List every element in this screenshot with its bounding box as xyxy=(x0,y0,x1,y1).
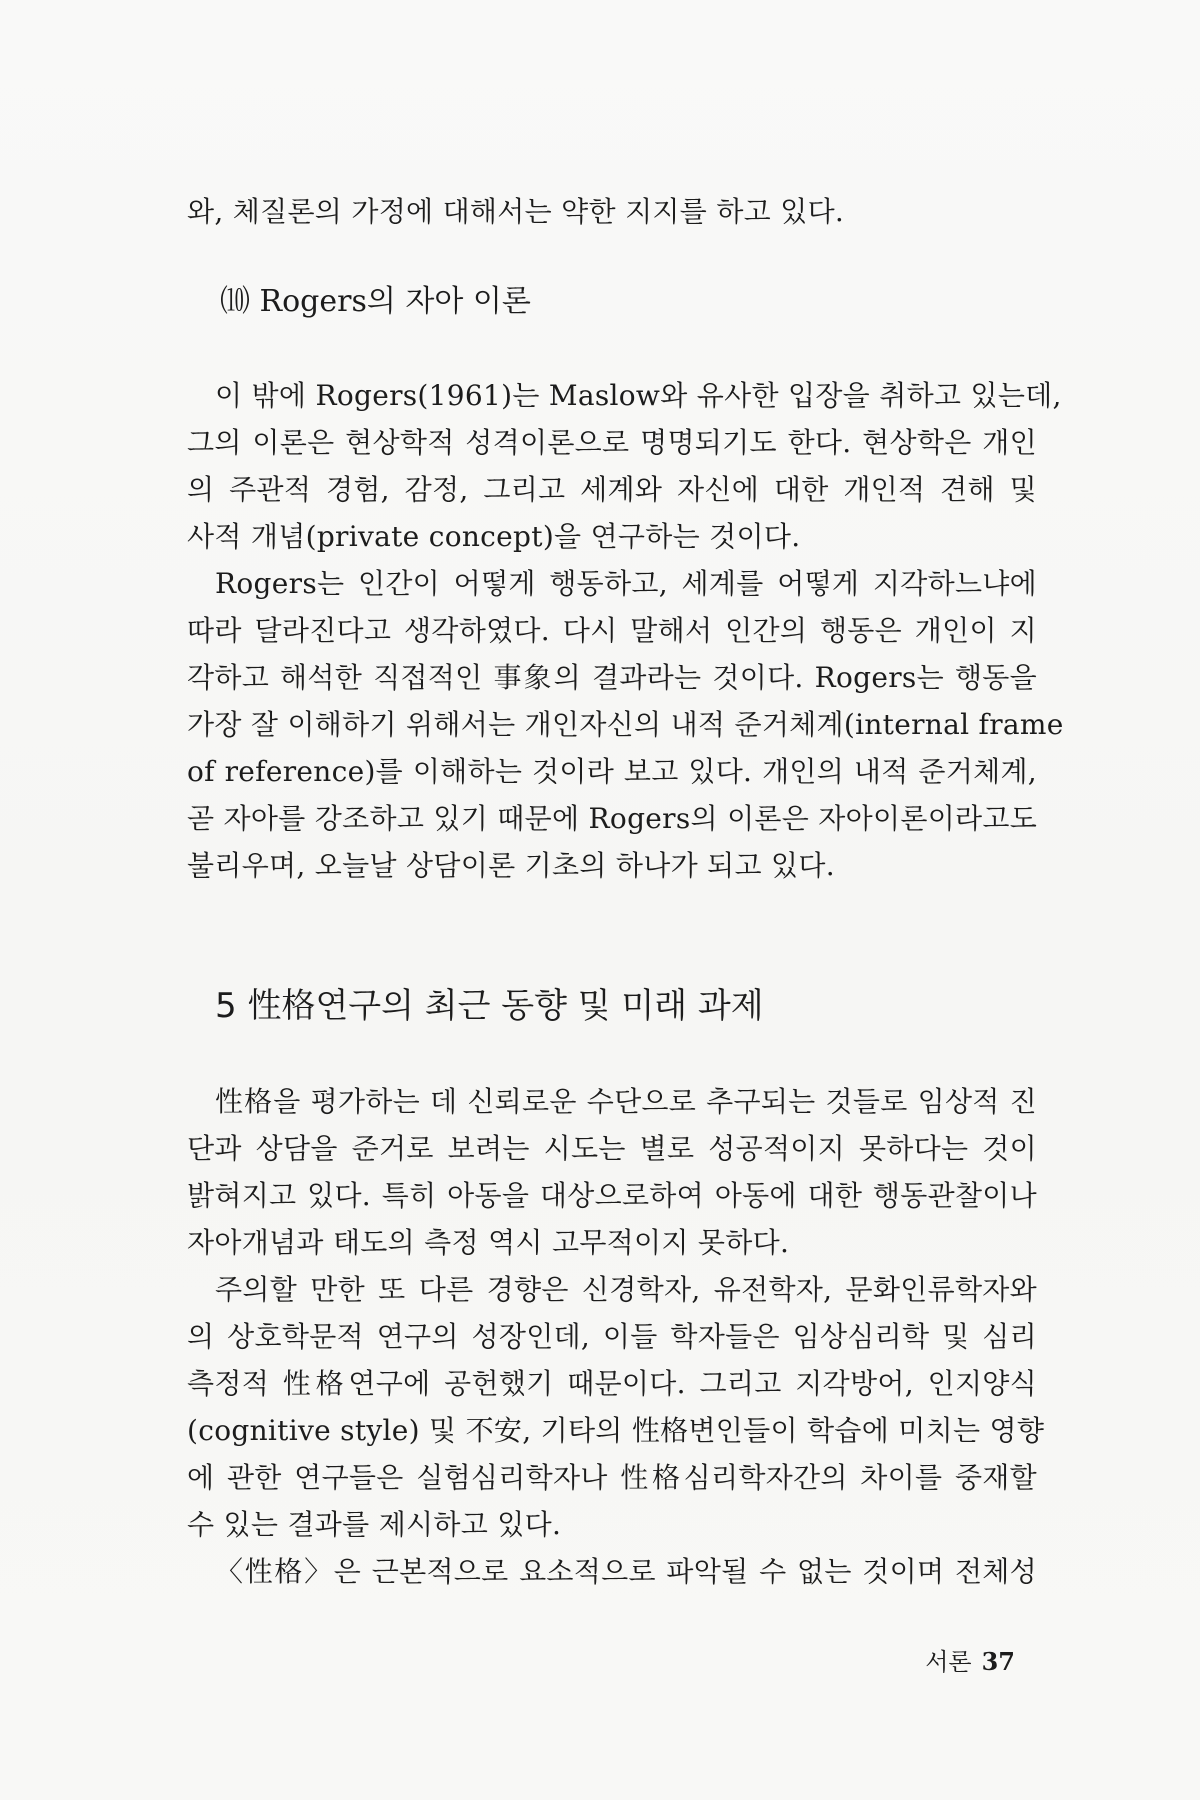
text-line: Rogers는 인간이 어떻게 행동하고, 세계를 어떻게 지각하느냐에 xyxy=(215,567,1037,600)
text-line: 그의 이론은 현상학적 성격이론으로 명명되기도 한다. 현상학은 개인 xyxy=(187,426,1037,459)
continued-text-line xyxy=(187,194,1037,230)
text-line: 불리우며, 오늘날 상담이론 기초의 하나가 되고 있다. xyxy=(187,849,835,882)
running-footer-label: 서론 xyxy=(925,1648,972,1676)
text-line: 측정적 性格연구에 공헌했기 때문이다. 그리고 지각방어, 인지양식 xyxy=(187,1367,1037,1400)
text-line: 의 상호학문적 연구의 성장인데, 이들 학자들은 임상심리학 및 심리 xyxy=(187,1320,1037,1353)
text-line: 性格을 평가하는 데 신뢰로운 수단으로 추구되는 것들로 임상적 진 xyxy=(215,1085,1037,1118)
text-line: 따라 달라진다고 생각하였다. 다시 말해서 인간의 행동은 개인이 지 xyxy=(187,614,1037,647)
text-line: 와, 체질론의 가정에 대해서는 약한 지지를 하고 있다. xyxy=(187,195,845,228)
text-line: of reference)를 이해하는 것이라 보고 있다. 개인의 내적 준거체계, xyxy=(187,755,1037,788)
text-line: 에 관한 연구들은 실험심리학자나 性格심리학자간의 차이를 중재할 xyxy=(187,1461,1037,1494)
text-line: 사적 개념(private concept)을 연구하는 것이다. xyxy=(187,520,801,553)
text-line: 의 주관적 경험, 감정, 그리고 세계와 자신에 대한 개인적 견해 및 xyxy=(187,473,1037,506)
text-line: 수 있는 결과를 제시하고 있다. xyxy=(187,1508,562,1541)
paragraph-rogers-theory xyxy=(187,378,1064,895)
text-line: 이 밖에 Rogers(1961)는 Maslow와 유사한 입장을 취하고 있는데, xyxy=(215,379,1062,412)
text-line: 밝혀지고 있다. 특히 아동을 대상으로하여 아동에 대한 행동관찰이나 xyxy=(187,1179,1037,1212)
text-line: (cognitive style) 및 不安, 기타의 性格변인들이 학습에 미치는 영향 xyxy=(187,1414,1045,1447)
subsection-heading: ⑽ Rogers의 자아 이론 xyxy=(220,284,531,319)
paragraph-recent-trends xyxy=(187,1084,1045,1601)
text-line: 주의할 만한 또 다른 경향은 신경학자, 유전학자, 문화인류학자와 xyxy=(215,1273,1037,1306)
text-line: 가장 잘 이해하기 위해서는 개인자신의 내적 준거체계(internal frame xyxy=(187,708,1064,741)
text-line: 각하고 해석한 직접적인 事象의 결과라는 것이다. Rogers는 행동을 xyxy=(187,661,1037,694)
text-line: 자아개념과 태도의 측정 역시 고무적이지 못하다. xyxy=(187,1226,790,1259)
page-footer xyxy=(925,1647,1015,1677)
text-line: 곧 자아를 강조하고 있기 때문에 Rogers의 이론은 자아이론이라고도 xyxy=(187,802,1038,835)
text-line: 단과 상담을 준거로 보려는 시도는 별로 성공적이지 못하다는 것이 xyxy=(187,1132,1037,1165)
page-number: 37 xyxy=(981,1647,1015,1676)
text-line: 〈性格〉은 근본적으로 요소적으로 파악될 수 없는 것이며 전체성 xyxy=(215,1555,1037,1588)
section-heading: 5 性格연구의 최근 동향 및 미래 과제 xyxy=(215,986,764,1026)
